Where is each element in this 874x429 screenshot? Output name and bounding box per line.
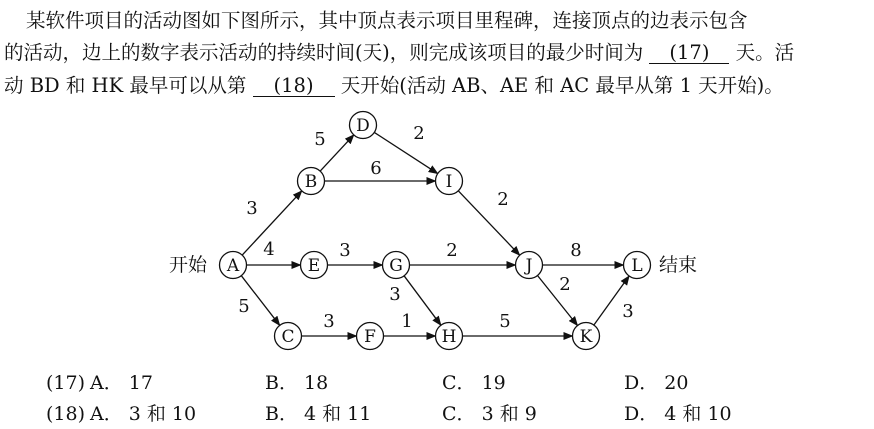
edge-weight-i-j: 2	[497, 189, 509, 210]
edge-j-k	[538, 276, 578, 326]
option-17-a[interactable]: A． 17	[90, 372, 153, 394]
edge-weight-j-k: 2	[559, 274, 571, 295]
edge-weight-b-d: 5	[314, 129, 326, 150]
node-f	[357, 323, 384, 350]
edge-i-j	[458, 191, 519, 255]
edges-layer	[238, 123, 633, 336]
option-17-b[interactable]: B． 18	[265, 372, 329, 394]
question-line-3-pre: 动 BD 和 HK 最早可以从第	[4, 74, 247, 97]
edge-weight-a-e: 4	[263, 239, 275, 260]
node-d	[350, 112, 377, 139]
edge-weight-g-j: 2	[446, 240, 458, 261]
edge-weight-h-k: 5	[499, 311, 511, 332]
node-a	[220, 252, 247, 279]
edge-weight-d-i: 2	[413, 123, 425, 144]
node-label-h: H	[441, 327, 457, 347]
node-label-g: G	[389, 256, 403, 276]
edge-d-i	[374, 132, 437, 173]
option-18-c[interactable]: C． 3 和 9	[442, 403, 537, 425]
node-label-e: E	[307, 256, 321, 276]
node-e	[301, 252, 328, 279]
edge-weight-a-b: 3	[246, 198, 258, 219]
question-line-1-text: 某软件项目的活动图如下图所示，其中顶点表示项目里程碑，连接顶点的边表示包含	[26, 9, 748, 32]
question-17-label: (17)	[46, 372, 86, 394]
option-18-a[interactable]: A． 3 和 10	[90, 403, 197, 425]
node-j	[516, 252, 543, 279]
node-label-a: A	[226, 256, 240, 276]
option-17-d[interactable]: D． 20	[624, 372, 689, 394]
edge-weight-g-h: 3	[389, 284, 401, 305]
node-label-l: L	[631, 256, 643, 276]
edge-weight-c-f: 3	[323, 311, 335, 332]
node-i	[436, 168, 463, 195]
edge-weight-b-i: 6	[370, 158, 382, 179]
edge-weight-f-h: 1	[401, 311, 413, 332]
edge-weight-a-c: 5	[238, 296, 250, 317]
node-label-f: F	[364, 327, 376, 347]
start-label: 开始	[169, 254, 208, 276]
node-label-d: D	[356, 116, 370, 136]
node-l	[624, 252, 651, 279]
nodes-layer	[220, 112, 651, 350]
node-h	[436, 323, 463, 350]
node-label-k: K	[579, 327, 593, 347]
option-17-c[interactable]: C． 19	[442, 372, 506, 394]
end-label: 结束	[659, 254, 698, 276]
node-c	[275, 323, 302, 350]
option-18-d[interactable]: D． 4 和 10	[624, 403, 732, 425]
question-18-label: (18)	[46, 403, 86, 425]
blank-17-label: (17)	[669, 41, 710, 64]
node-k	[573, 323, 600, 350]
question-line-3-post: 天开始(活动 AB、AE 和 AC 最早从第 1 天开始)。	[340, 74, 784, 97]
node-label-c: C	[281, 327, 295, 347]
node-label-i: I	[445, 172, 453, 192]
blank-18-label: (18)	[273, 74, 314, 97]
question-line-2-pre: 的活动，边上的数字表示活动的持续时间(天)，则完成该项目的最少时间为	[4, 41, 644, 64]
option-18-b[interactable]: B． 4 和 11	[265, 403, 372, 425]
edge-weight-k-l: 3	[622, 301, 634, 322]
question-line-2-post: 天。活	[735, 41, 795, 64]
edge-weight-e-g: 3	[339, 240, 351, 261]
node-b	[298, 168, 325, 195]
node-g	[383, 252, 410, 279]
node-label-b: B	[304, 172, 318, 192]
node-label-j: J	[525, 256, 533, 276]
edge-weight-j-l: 8	[570, 240, 582, 261]
